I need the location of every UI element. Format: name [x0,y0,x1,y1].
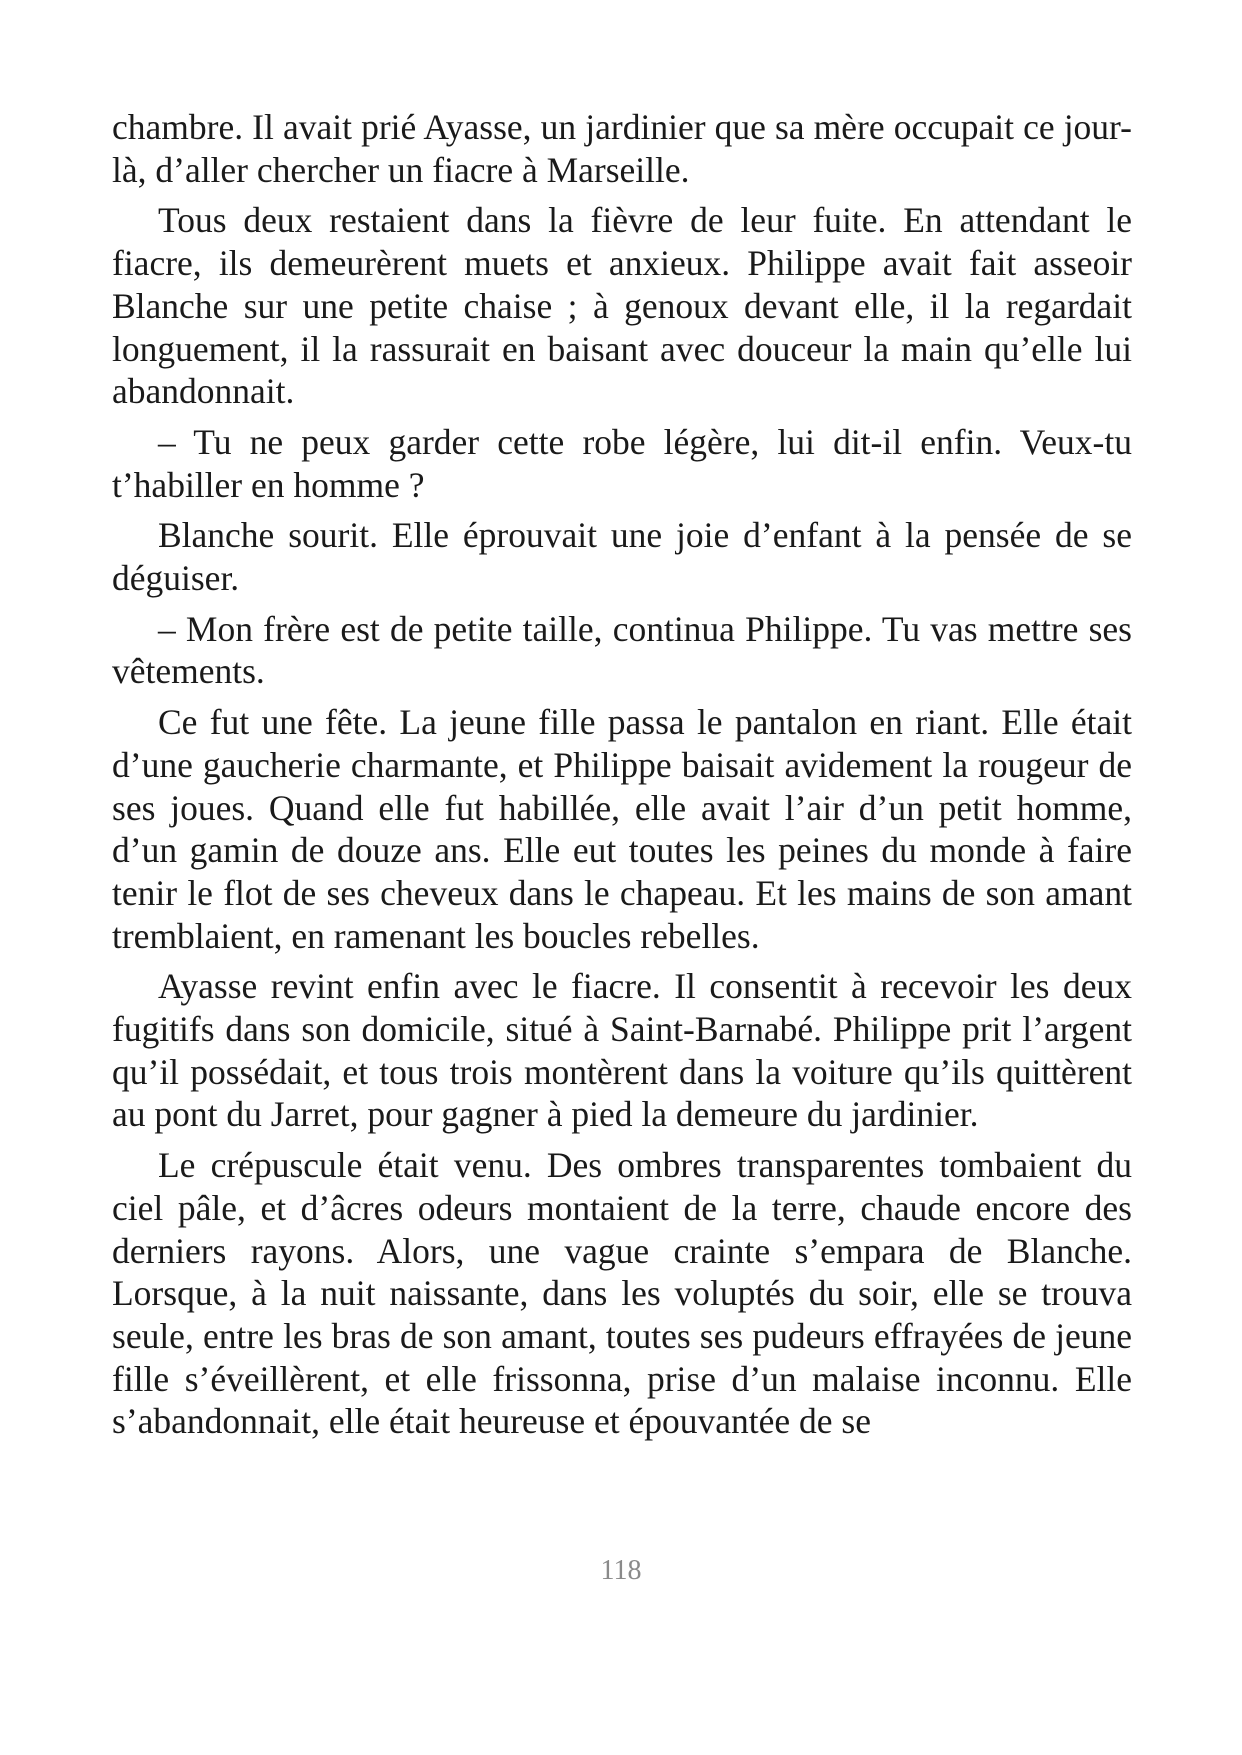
paragraph: Tous deux restaient dans la fièvre de leur fuite. En attendant le fiacre, ils demeurèrent muets et anxieux. Philippe avait fait asseoir Blanche sur une petite chaise ; à genoux devant elle, il la regardait longuement, il la rassurait en baisant avec douceur la main qu’elle lui abandonnait. [112,200,1132,412]
paragraph-dialogue: – Tu ne peux garder cette robe légère, lui dit-il enfin. Veux-tu t’habiller en homme ? [112,421,1132,505]
paragraph: Ce fut une fête. La jeune fille passa le pantalon en riant. Elle était d’une gaucherie charmante, et Philippe baisait avidement la rougeur de ses joues. Quand elle fut habillée, elle avait l’air d’un petit homme, d’un gamin de douze ans. Elle eut toutes les peines du monde à faire tenir le flot de ses cheveux dans le chapeau. Et les mains de son amant tremblaient, en ramenant les boucles rebelles. [112,702,1132,956]
paragraph: Le crépuscule était venu. Des ombres transparentes tombaient du ciel pâle, et d’âcres odeurs montaient de la terre, chaude encore des derniers rayons. Alors, une vague crainte s’empara de Blanche. Lorsque, à la nuit naissante, dans les voluptés du soir, elle se trouva seule, entre les bras de son amant, toutes ses pudeurs effrayées de jeune fille s’éveillèrent, et elle frissonna, prise d’un malaise inconnu. Elle s’abandonnait, elle était heureuse et épouvantée de se [112,1145,1132,1442]
paragraph-continuation: chambre. Il avait prié Ayasse, un jardinier que sa mère occupait ce jour-là, d’aller chercher un fiacre à Marseille. [112,107,1132,190]
page-body [112,106,1132,1451]
paragraph: Blanche sourit. Elle éprouvait une joie d’enfant à la pensée de se déguiser. [112,515,1132,599]
page-number: 118 [600,1555,642,1586]
paragraph: Ayasse revint enfin avec le fiacre. Il consentit à recevoir les deux fugitifs dans son domicile, situé à Saint-Barnabé. Philippe prit l’argent qu’il possédait, et tous trois montèrent dans la voiture qu’ils quittèrent au pont du Jarret, pour gagner à pied la demeure du jardinier. [112,966,1132,1135]
paragraph-dialogue: – Mon frère est de petite taille, continua Philippe. Tu vas mettre ses vêtements. [112,608,1132,692]
